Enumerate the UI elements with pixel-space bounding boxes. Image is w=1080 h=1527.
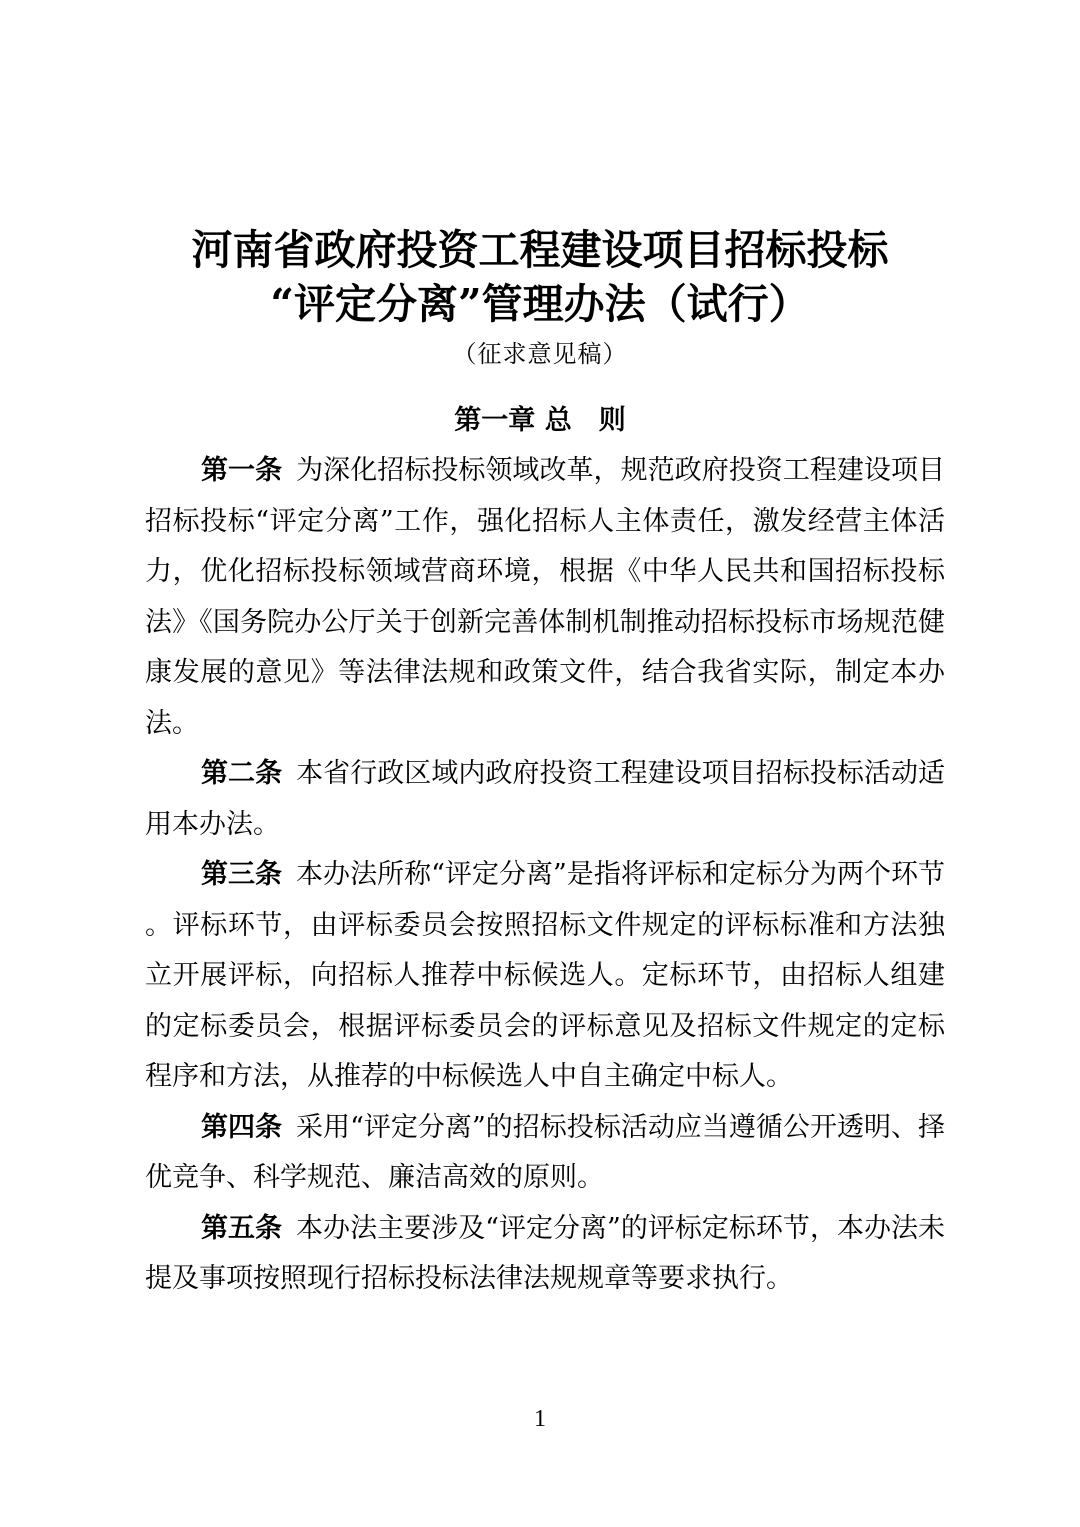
document-title-line1: 河南省政府投资工程建设项目招标投标 bbox=[191, 226, 889, 274]
article-label: 第一条 bbox=[201, 455, 283, 486]
article-label: 第五条 bbox=[201, 1212, 283, 1244]
article-2 bbox=[145, 749, 945, 850]
article-3 bbox=[145, 850, 945, 1103]
article-4 bbox=[145, 1103, 945, 1204]
document-subtitle: （征求意见稿） bbox=[452, 340, 628, 368]
page-number: 1 bbox=[534, 1406, 546, 1432]
article-1 bbox=[145, 446, 945, 749]
article-text: 为深化招标投标领域改革，规范政府投资工程建设项目招标投标“评定分离”工作，强化招标人主体责任，激发经营主体活力，优化招标投标领域营商环境，根据《中华人民共和国招标投标法》《国务院办公厅关于创新完善体制机制推动招标投标市场规范健康发展的意见》等法律法规和政策文件，结合我省实际，制定本办法。 bbox=[145, 455, 946, 739]
article-label: 第四条 bbox=[201, 1111, 283, 1143]
article-5 bbox=[145, 1204, 945, 1305]
document-body bbox=[145, 446, 945, 1305]
document-title-line2: “评定分离”管理办法（试行） bbox=[270, 280, 810, 328]
article-text: 采用“评定分离”的招标投标活动应当遵循公开透明、择优竞争、科学规范、廉洁高效的原则。 bbox=[145, 1111, 945, 1193]
article-text: 本办法所称“评定分离”是指将评标和定标分为两个环节。评标环节，由评标委员会按照招标文件规定的评标标准和方法独立开展评标，向招标人推荐中标候选人。定标环节，由招标人组建的定标委员会，根据评标委员会的评标意见及招标文件规定的定标程序和方法，从推荐的中标候选人中自主确定中标人。 bbox=[145, 859, 945, 1092]
chapter-heading: 第一章 总 则 bbox=[454, 405, 626, 436]
article-text: 本省行政区域内政府投资工程建设项目招标投标活动适用本办法。 bbox=[145, 758, 946, 840]
article-text: 本办法主要涉及“评定分离”的评标定标环节，本办法未提及事项按照现行招标投标法律法规规章等要求执行。 bbox=[145, 1212, 945, 1294]
article-label: 第三条 bbox=[201, 859, 283, 890]
article-label: 第二条 bbox=[201, 758, 283, 789]
